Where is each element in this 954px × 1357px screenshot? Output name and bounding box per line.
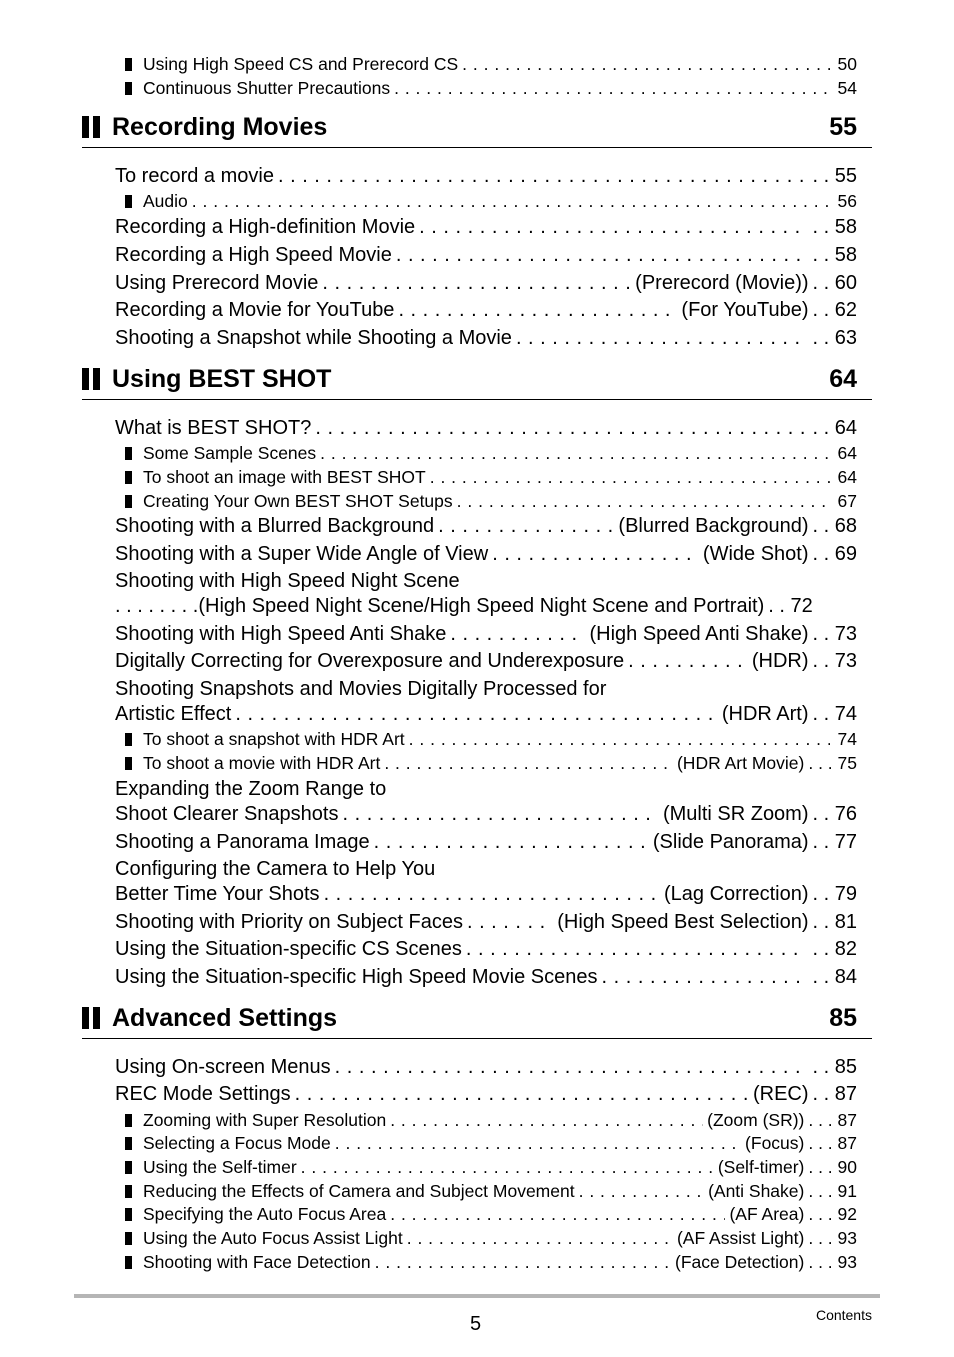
toc-page-number: . . 58	[812, 244, 857, 266]
bullet-icon	[125, 58, 132, 71]
bullet-icon	[125, 733, 132, 746]
toc-leader-dots	[419, 216, 804, 239]
toc-entry[interactable]	[115, 327, 857, 350]
toc-entry-title: To shoot a movie with HDR Art	[143, 753, 381, 773]
footer-section-label: Contents	[815, 1307, 872, 1323]
toc-mode-label: (REC)	[752, 1083, 809, 1105]
toc-mode-label: (HDR)	[751, 650, 809, 672]
toc-subentry[interactable]	[125, 191, 857, 212]
toc-mode-label: (HDR Art)	[721, 703, 809, 725]
toc-entry-title: To shoot a snapshot with HDR Art	[143, 729, 405, 749]
toc-subentry[interactable]	[125, 1252, 857, 1273]
toc-leader-dots	[450, 623, 585, 646]
toc-entry[interactable]	[115, 543, 857, 566]
toc-page-number: . . 55	[812, 165, 857, 187]
toc-page-number: . . 87	[812, 1083, 857, 1105]
toc-page-number: . . 72	[768, 595, 813, 617]
toc-entry[interactable]	[115, 1056, 857, 1079]
toc-page-number: . . 60	[812, 272, 857, 294]
toc-mode-label: (Focus)	[745, 1133, 805, 1153]
toc-entry-title: Audio	[143, 191, 188, 211]
bullet-icon	[125, 82, 132, 95]
toc-mode-label: (High Speed Night Scene/High Speed Night Scene and Portrait)	[198, 595, 765, 617]
toc-entry-continued-title: Expanding the Zoom Range to	[115, 778, 387, 800]
toc-page-number: . . . 87	[808, 1110, 857, 1130]
section-page-number: 64	[829, 365, 857, 393]
toc-leader-dots	[601, 966, 804, 989]
bullet-icon	[125, 1185, 132, 1198]
toc-page-number: . . 85	[812, 1056, 857, 1078]
bullet-icon	[125, 1256, 132, 1269]
toc-page-number: . . 68	[812, 515, 857, 537]
toc-entry-title: Using On-screen Menus	[115, 1056, 331, 1078]
toc-entry-title: Better Time Your Shots	[115, 883, 320, 905]
toc-entry[interactable]	[115, 911, 857, 934]
toc-leader-dots	[409, 729, 830, 750]
toc-leader-dots	[278, 165, 805, 188]
toc-leader-dots	[375, 1252, 671, 1273]
toc-entry[interactable]	[115, 299, 857, 322]
toc-entry[interactable]	[115, 244, 857, 267]
toc-page-number: . . 79	[812, 883, 857, 905]
toc-entry[interactable]	[115, 417, 857, 440]
toc-subentry[interactable]	[125, 78, 857, 99]
toc-subentry[interactable]	[125, 1228, 857, 1249]
toc-entry[interactable]	[115, 1083, 857, 1106]
toc-leader-dots: . . . . . . . .	[115, 595, 199, 617]
toc-subentry[interactable]	[125, 729, 857, 750]
bullet-icon	[125, 1114, 132, 1127]
bullet-icon	[125, 1161, 132, 1174]
toc-page-number: 54	[837, 78, 857, 98]
toc-subentry[interactable]	[125, 1133, 857, 1154]
toc-entry[interactable]	[115, 650, 857, 673]
toc-entry-title: Shooting with Face Detection	[143, 1252, 371, 1272]
toc-entry-title: Shooting with a Blurred Background	[115, 515, 435, 537]
section-heading[interactable]	[82, 1004, 872, 1039]
toc-entry-title: Continuous Shutter Precautions	[143, 78, 391, 98]
toc-page-number: . . . 93	[808, 1252, 857, 1272]
toc-page-number: . . . 87	[808, 1133, 857, 1153]
section-marker-icon	[82, 368, 102, 390]
toc-page-number: . . 73	[812, 623, 857, 645]
toc-entry-title: Shooting with High Speed Anti Shake	[115, 623, 447, 645]
section-page-number: 85	[829, 1004, 857, 1032]
toc-entry[interactable]	[115, 272, 857, 295]
toc-page-number: 67	[837, 491, 857, 511]
toc-page-number: . . . 92	[808, 1204, 857, 1224]
toc-leader-dots	[579, 1181, 704, 1202]
section-marker-icon	[82, 1007, 102, 1029]
toc-leader-dots	[457, 491, 830, 512]
toc-subentry[interactable]	[125, 54, 857, 75]
toc-entry-title: Selecting a Focus Mode	[143, 1133, 331, 1153]
section-heading[interactable]	[82, 113, 872, 148]
toc-leader-dots	[466, 938, 805, 961]
bullet-icon	[125, 1232, 132, 1245]
toc-leader-dots	[192, 191, 830, 212]
toc-page-number: 64	[837, 443, 857, 463]
toc-page-number: . . 69	[812, 543, 857, 565]
toc-entry-title: Recording a Movie for YouTube	[115, 299, 395, 321]
toc-entry-title: Shooting with Priority on Subject Faces	[115, 911, 463, 933]
toc-entry-title: Using the Situation-specific CS Scenes	[115, 938, 462, 960]
toc-entry-title: Recording a High-definition Movie	[115, 216, 416, 238]
section-title: Using BEST SHOT	[112, 365, 332, 393]
toc-subentry[interactable]	[125, 443, 857, 464]
toc-entry[interactable]	[115, 703, 857, 726]
toc-entry-title: Some Sample Scenes	[143, 443, 317, 463]
toc-subentry[interactable]	[125, 467, 857, 488]
toc-leader-dots	[335, 1056, 805, 1079]
toc-mode-label: (Multi SR Zoom)	[662, 803, 809, 825]
toc-mode-label: (Face Detection)	[675, 1252, 805, 1272]
toc-page-number: . . 73	[812, 650, 857, 672]
toc-page-number: 64	[837, 467, 857, 487]
toc-page-number: . . . 90	[808, 1157, 857, 1177]
toc-entry[interactable]	[115, 803, 857, 826]
toc-entry-title: Digitally Correcting for Overexposure and Underexposure	[115, 650, 625, 672]
toc-mode-label: (Lag Correction)	[664, 883, 809, 905]
toc-entry[interactable]	[115, 966, 857, 989]
toc-leader-dots	[301, 1157, 714, 1178]
section-marker-icon	[82, 116, 102, 138]
toc-mode-label: (Slide Panorama)	[652, 831, 809, 853]
toc-page-number: . . 77	[812, 831, 857, 853]
toc-entry-title: Shooting a Snapshot while Shooting a Movie	[115, 327, 512, 349]
toc-entry-title: Using the Auto Focus Assist Light	[143, 1228, 403, 1248]
toc-leader-dots	[390, 1110, 703, 1131]
bullet-icon	[125, 757, 132, 770]
toc-page-number: . . 58	[812, 216, 857, 238]
bullet-icon	[125, 1208, 132, 1221]
toc-mode-label: (For YouTube)	[681, 299, 809, 321]
toc-leader-dots	[315, 417, 804, 440]
toc-entry-title: Specifying the Auto Focus Area	[143, 1204, 387, 1224]
toc-page-number: 50	[837, 54, 857, 74]
toc-entry-title: REC Mode Settings	[115, 1083, 291, 1105]
toc-entry[interactable]	[115, 165, 857, 188]
bullet-icon	[125, 447, 132, 460]
toc-leader-dots	[320, 443, 829, 464]
toc-entry-title: To shoot an image with BEST SHOT	[143, 467, 426, 487]
toc-leader-dots	[430, 467, 830, 488]
toc-mode-label: (High Speed Anti Shake)	[589, 623, 809, 645]
toc-subentry[interactable]	[125, 1110, 857, 1131]
toc-subentry[interactable]	[125, 1181, 857, 1202]
toc-entry-title: Shooting a Panorama Image	[115, 831, 370, 853]
toc-subentry[interactable]	[125, 1204, 857, 1225]
toc-entry[interactable]	[115, 216, 857, 239]
bullet-icon	[125, 495, 132, 508]
toc-mode-label: (Zoom (SR))	[707, 1110, 805, 1130]
toc-mode-label: (Wide Shot)	[702, 543, 809, 565]
toc-leader-dots	[322, 272, 631, 295]
toc-leader-dots	[516, 327, 805, 350]
toc-page-number: . . 62	[812, 299, 857, 321]
toc-leader-dots	[462, 54, 829, 75]
toc-leader-dots	[335, 1133, 741, 1154]
toc-entry-title: Using Prerecord Movie	[115, 272, 319, 294]
bullet-icon	[125, 195, 132, 208]
toc-mode-label: (AF Assist Light)	[676, 1228, 805, 1248]
toc-entry-title: Artistic Effect	[115, 703, 232, 725]
toc-entry[interactable]	[115, 831, 857, 854]
toc-entry[interactable]	[115, 515, 857, 538]
toc-entry[interactable]	[115, 883, 857, 906]
toc-mode-label: (HDR Art Movie)	[676, 753, 805, 773]
toc-mode-label: (High Speed Best Selection)	[557, 911, 809, 933]
toc-page-number: . . 63	[812, 327, 857, 349]
toc-entry-title: Creating Your Own BEST SHOT Setups	[143, 491, 453, 511]
toc-page-number: . . 64	[812, 417, 857, 439]
toc-entry-title: Shoot Clearer Snapshots	[115, 803, 339, 825]
toc-entry-title: Recording a High Speed Movie	[115, 244, 392, 266]
toc-page-number: . . 76	[812, 803, 857, 825]
toc-entry[interactable]	[115, 623, 857, 646]
toc-leader-dots	[628, 650, 748, 673]
toc-page-number: . . 74	[812, 703, 857, 725]
toc-leader-dots	[384, 753, 673, 774]
toc-leader-dots	[235, 703, 718, 726]
toc-leader-dots	[438, 515, 614, 538]
toc-leader-dots	[407, 1228, 673, 1249]
bullet-icon	[125, 471, 132, 484]
section-title: Recording Movies	[112, 113, 328, 141]
toc-leader-dots	[394, 78, 829, 99]
toc-page-number: . . . 75	[808, 753, 857, 773]
toc-subentry[interactable]	[125, 491, 857, 512]
toc-leader-dots	[467, 911, 553, 934]
toc-leader-dots	[295, 1083, 749, 1106]
toc-entry-title: What is BEST SHOT?	[115, 417, 312, 439]
toc-page-number: 56	[837, 191, 857, 211]
section-page-number: 55	[829, 113, 857, 141]
toc-entry-title: Using the Situation-specific High Speed Movie Scenes	[115, 966, 598, 988]
toc-entry-title: Reducing the Effects of Camera and Subject Movement	[143, 1181, 575, 1201]
toc-mode-label: (Anti Shake)	[708, 1181, 805, 1201]
toc-entry-title: Using High Speed CS and Prerecord CS	[143, 54, 459, 74]
toc-leader-dots	[342, 803, 658, 826]
toc-entry-title: Shooting with a Super Wide Angle of View	[115, 543, 489, 565]
section-heading[interactable]	[82, 365, 872, 400]
toc-entry-continued-title: Configuring the Camera to Help You	[115, 858, 436, 880]
toc-leader-dots	[492, 543, 699, 566]
toc-leader-dots	[374, 831, 649, 854]
toc-subentry[interactable]	[125, 1157, 857, 1178]
toc-mode-label: (Blurred Background)	[618, 515, 809, 537]
toc-mode-label: (AF Area)	[729, 1204, 805, 1224]
toc-entry-continued-title: Shooting Snapshots and Movies Digitally Processed for	[115, 678, 607, 700]
toc-page-number: 74	[837, 729, 857, 749]
toc-entry-title: Using the Self-timer	[143, 1157, 297, 1177]
toc-leader-dots	[324, 883, 660, 906]
toc-page-number: . . 81	[812, 911, 857, 933]
toc-entry-title: Zooming with Super Resolution	[143, 1110, 387, 1130]
toc-subentry[interactable]	[125, 753, 857, 774]
toc-entry-continued-title: Shooting with High Speed Night Scene	[115, 570, 460, 592]
toc-page-number: . . . 93	[808, 1228, 857, 1248]
toc-leader-dots	[396, 244, 805, 267]
bullet-icon	[125, 1137, 132, 1150]
toc-entry-title: To record a movie	[115, 165, 274, 187]
section-title: Advanced Settings	[112, 1004, 338, 1032]
toc-leader-dots	[390, 1204, 725, 1225]
toc-mode-label: (Prerecord (Movie))	[635, 272, 809, 294]
footer-divider	[74, 1294, 880, 1298]
toc-mode-label: (Self-timer)	[717, 1157, 805, 1177]
toc-page-number: . . 84	[812, 966, 857, 988]
page-number: 5	[470, 1313, 482, 1335]
toc-leader-dots	[398, 299, 677, 322]
toc-entry[interactable]	[115, 938, 857, 961]
toc-page-number: . . 82	[812, 938, 857, 960]
toc-page-number: . . . 91	[808, 1181, 857, 1201]
toc-entry[interactable]	[115, 595, 857, 618]
